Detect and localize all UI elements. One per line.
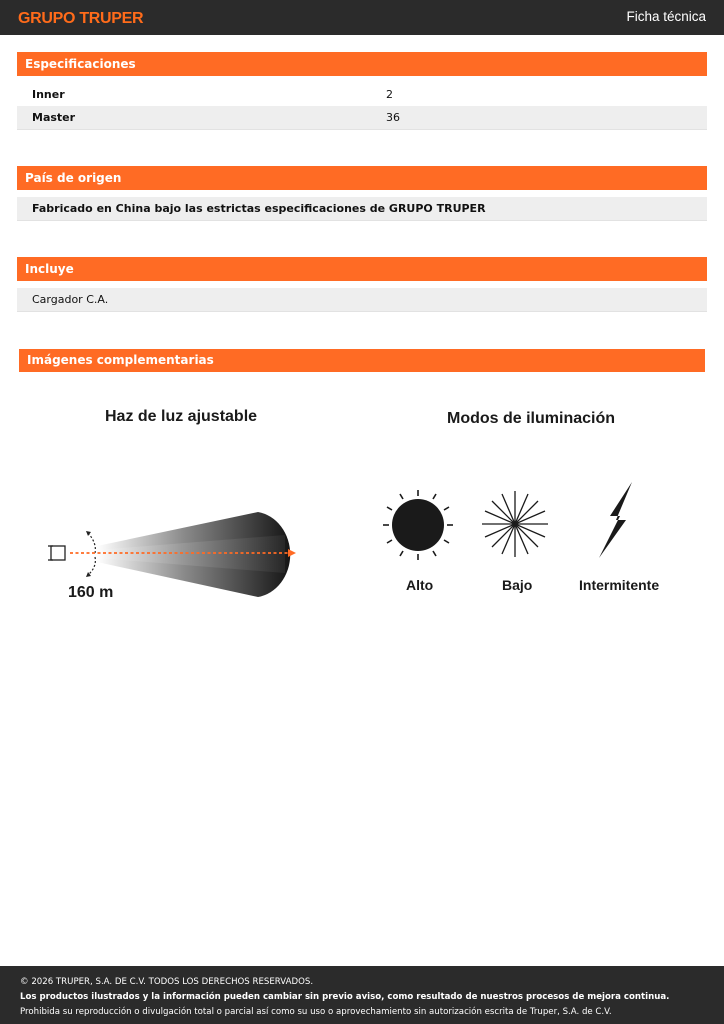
lightning-strobe-icon [596,482,636,560]
mode-label-low: Bajo [502,577,533,593]
footer-notice: Los productos ilustrados y la información pueden cambiar sin previo aviso, como resultado de nuestros procesos de mejora continua. [20,992,670,1002]
starburst-low-icon [481,490,549,558]
spec-row-master [17,106,707,130]
mode-label-high: Alto [406,577,434,593]
beam-title: Haz de luz ajustable [105,408,258,425]
document-type: Ficha técnica [626,9,706,24]
modes-title: Modos de iluminación [447,410,616,427]
mode-label-strobe: Intermitente [579,577,660,593]
top-bar [0,0,724,35]
spec-value: 36 [386,111,400,124]
footer-prohibition: Prohibida su reproducción o divulgación total o parcial así como su uso o aprovechamiento sin autorización escrita de Truper, S.A. de C.V. [20,1007,612,1017]
footer [0,966,724,1024]
origin-text: Fabricado en China bajo las estrictas especificaciones de GRUPO TRUPER [32,202,486,215]
spec-row-inner [17,83,707,107]
spec-label: Inner [32,88,65,101]
section-header-includes: Incluye [17,257,707,281]
section-header-origin: País de origen [17,166,707,190]
section-header-images: Imágenes complementarias [19,349,705,372]
beam-distance: 160 m [68,584,114,601]
sun-high-icon [383,490,453,560]
includes-text: Cargador C.A. [32,293,109,306]
section-header-specs: Especificaciones [17,52,707,76]
spec-label: Master [32,111,76,124]
origin-row [17,197,707,221]
includes-row [17,288,707,312]
spec-value: 2 [386,88,393,101]
footer-copyright: © 2026 TRUPER, S.A. DE C.V. TODOS LOS DERECHOS RESERVADOS. [20,977,314,987]
brand-logo: GRUPO TRUPER [18,10,144,27]
